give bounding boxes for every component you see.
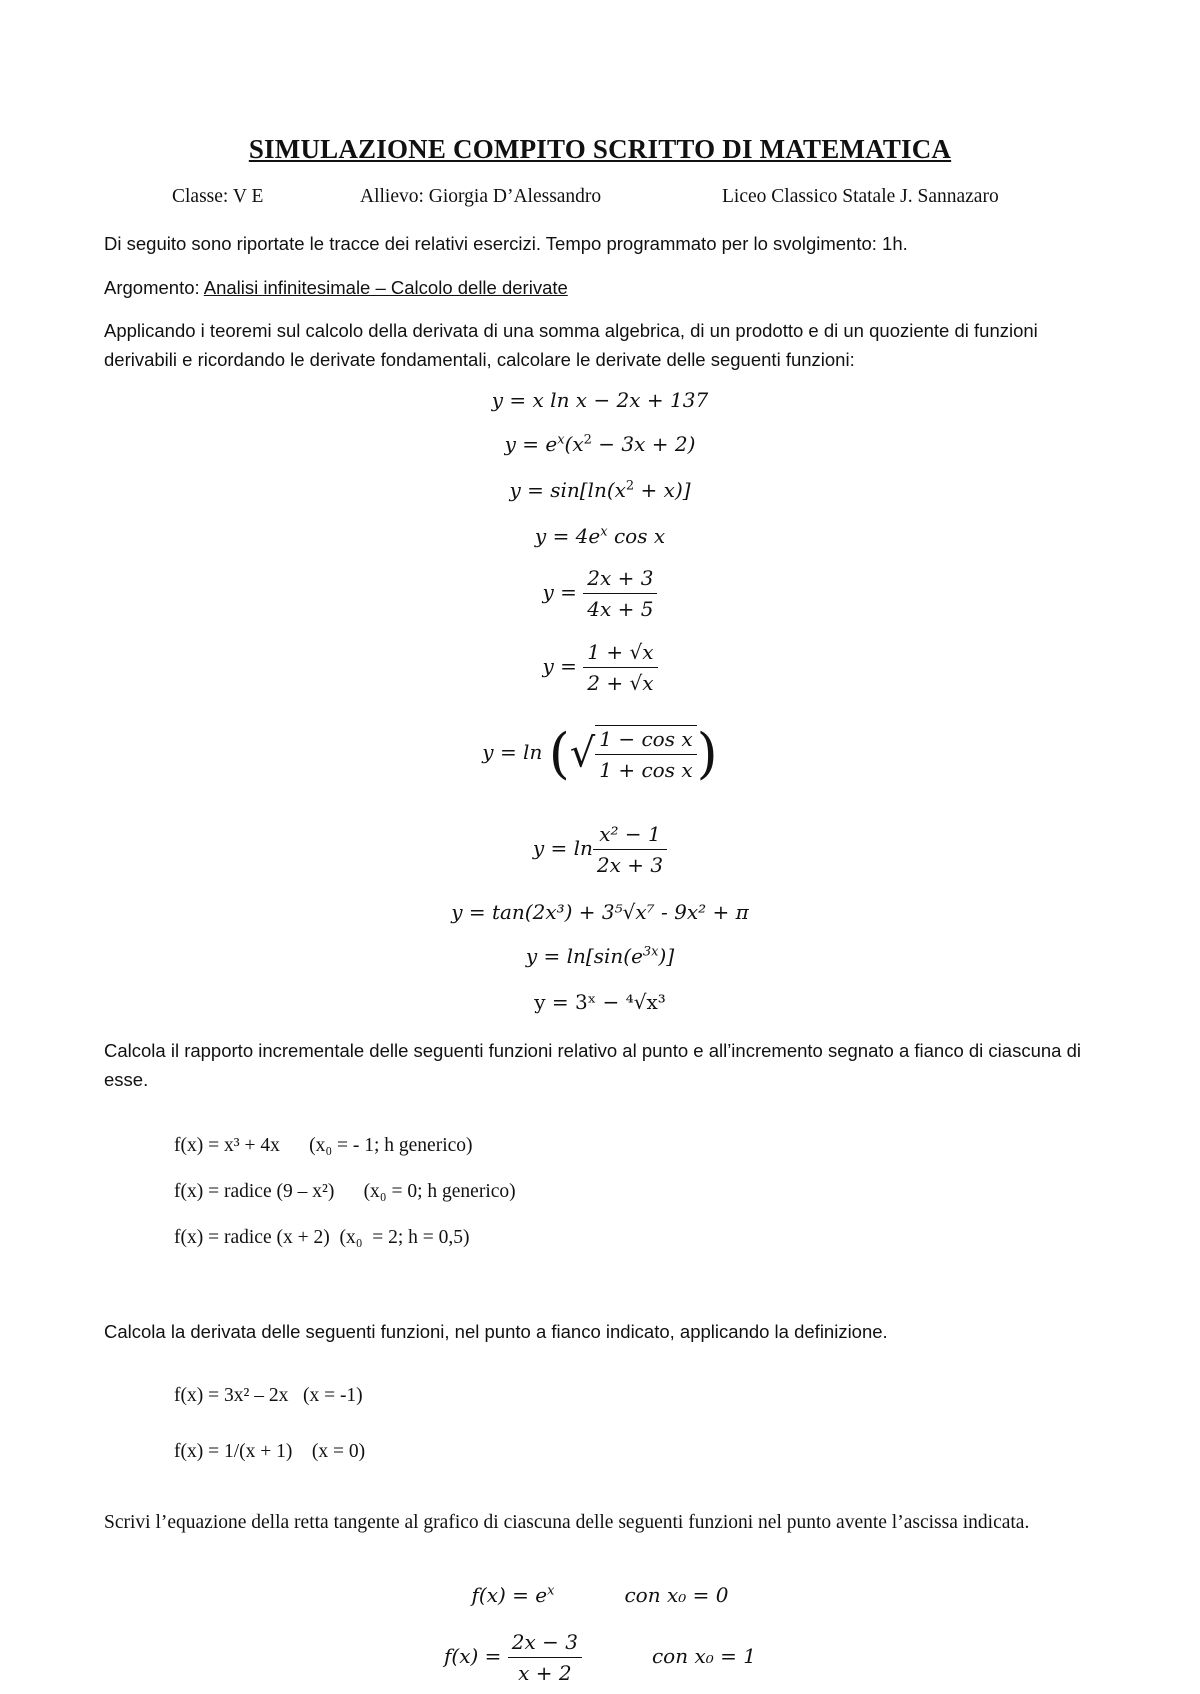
section-3-instructions: Calcola la derivata delle seguenti funzioni, nel punto a fianco indicato, applicando la definizione.	[104, 1321, 888, 1342]
page-title: SIMULAZIONE COMPITO SCRITTO DI MATEMATICA	[248, 134, 952, 164]
section-4-instructions: Scrivi l’equazione della retta tangente al grafico di ciascuna delle seguenti funzioni nel punto avente l’ascissa indicata.	[104, 1512, 1030, 1533]
section-2-instructions: Calcola il rapporto incrementale delle seguenti funzioni relativo al punto e all’incremento segnato a fianco di ciascuna di esse.	[104, 1040, 1081, 1090]
derivative-eq-8: y = ln $\frac{\text{x² − 1}}{2x + 3}$	[0, 822, 1200, 877]
incremental-item: f(x) = x³ + 4x (x₀ = - 1; h generico)	[174, 1135, 473, 1156]
derivative-eq-6: y = $\frac{1 + √x}{2 + √x}$	[0, 640, 1200, 695]
definition-item: f(x) = 3x² – 2x (x = -1)	[174, 1385, 363, 1406]
topic-label: Argomento:	[104, 277, 204, 298]
intro-text: Di seguito sono riportate le tracce dei relativi esercizi. Tempo programmato per lo svolgimento: 1h.	[104, 233, 908, 254]
derivative-eq-4: $y = 4e^x$ cos x	[534, 524, 666, 548]
topic-value: Analisi infinitesimale – Calcolo delle derivate	[203, 277, 568, 298]
incremental-item: f(x) = radice (x + 2) (x₀ = 2; h = 0,5)	[174, 1227, 470, 1248]
derivative-eq-11: y = 3ˣ − ⁴√x³	[534, 990, 666, 1014]
derivative-eq-1: y = x ln x − 2x + 137	[491, 388, 709, 412]
incremental-item: f(x) = radice (9 – x²) (x₀ = 0; h generico)	[174, 1181, 516, 1202]
derivative-eq-7: y = ln (√ $\frac{\text{1 − cos x}}{\text{1 + cos x}}$ )	[482, 722, 718, 785]
derivative-eq-2: $y = e^x(x^2 - 3x + 2)$	[504, 432, 696, 456]
derivative-eq-5: y = $\frac{2x + 3}{4x + 5}$	[0, 566, 1200, 621]
tangent-eq-2: f(x) = $\frac{2x - 3}{x + 2}$ con x₀ = 1	[444, 1630, 756, 1685]
topic-line	[104, 273, 1104, 302]
derivative-eq-9: y = tan(2x³) + 3⁵√x⁷ - 9x² + π	[451, 900, 749, 924]
derivative-eq-10: $y = \ln[\sin(e^{3x})]$	[525, 944, 675, 968]
tangent-eq-1: $f(x) = e^x$ con x₀ = 0	[471, 1583, 729, 1607]
definition-item: f(x) = 1/(x + 1) (x = 0)	[174, 1441, 366, 1462]
class-label: Classe: V E	[172, 186, 264, 207]
section-1-instructions: Applicando i teoremi sul calcolo della derivata di una somma algebrica, di un prodotto e di un quoziente di funzioni derivabili e ricordando le derivate fondamentali, calcolare le derivate delle seguenti funzioni:	[104, 320, 1038, 370]
student-label: Allievo: Giorgia D’Alessandro	[360, 186, 602, 207]
school-label: Liceo Classico Statale J. Sannazaro	[722, 186, 999, 207]
derivative-eq-3: $y = \sin[\ln(x^2 + x)]$	[509, 478, 691, 502]
